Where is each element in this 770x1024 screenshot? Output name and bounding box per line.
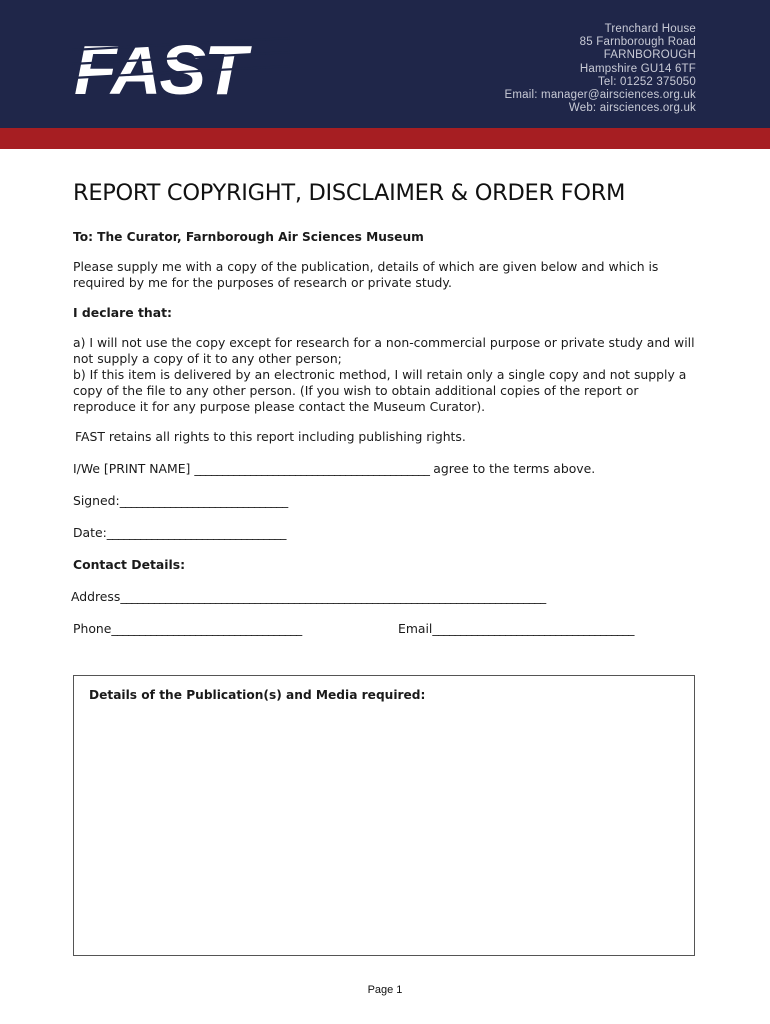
address-line: Trenchard House xyxy=(604,23,696,35)
phone-field[interactable] xyxy=(73,621,302,636)
address-line: Web: airsciences.org.uk xyxy=(568,102,696,115)
print-name-blank[interactable]: __________________________________________ xyxy=(194,461,430,476)
page-title: REPORT COPYRIGHT, DISCLAIMER & ORDER FORM xyxy=(73,180,626,206)
signed-label: Signed: xyxy=(73,493,120,508)
agree-text: agree to the terms above. xyxy=(433,461,596,476)
email-field[interactable] xyxy=(398,621,634,637)
address-line: Tel: 01252 375050 xyxy=(597,75,696,88)
publication-details-box[interactable] xyxy=(73,675,695,956)
phone-email-row xyxy=(73,621,699,637)
contact-heading: Contact Details: xyxy=(73,557,186,572)
address-label: Address xyxy=(71,589,121,604)
signed-field[interactable] xyxy=(73,493,699,509)
fast-logo xyxy=(72,30,290,102)
publication-details-label: Details of the Publication(s) and Media required: xyxy=(89,688,426,702)
recipient-line: To: The Curator, Farnborough Air Sciences Museum xyxy=(73,230,424,244)
form-body xyxy=(73,178,699,637)
intro-paragraph: Please supply me with a copy of the publication, details of which are given below and which is required by me for the purposes of research or private study. xyxy=(73,259,659,290)
address-field[interactable] xyxy=(71,589,699,605)
signed-blank[interactable]: ______________________________ xyxy=(119,493,288,508)
clause-a: a) I will not use the copy except for research for a non-commercial purpose or private study and will not supply a copy of it to any other person; xyxy=(73,335,695,366)
print-name-field[interactable] xyxy=(73,461,699,477)
page-number: Page 1 xyxy=(367,984,403,996)
address-line: Email: manager@airsciences.org.uk xyxy=(504,89,696,102)
phone-blank[interactable]: __________________________________ xyxy=(111,621,302,636)
address-line: FARNBOROUGH xyxy=(603,49,696,62)
email-label: Email xyxy=(398,621,433,636)
declaration-clauses xyxy=(73,335,699,415)
email-blank[interactable]: ____________________________________ xyxy=(432,621,634,636)
address-line: 85 Farnborough Road xyxy=(579,36,696,49)
svg-text:FAST: FAST xyxy=(74,31,245,102)
phone-label: Phone xyxy=(73,621,112,636)
address-blank[interactable]: ____________________________________________________________________________ xyxy=(120,589,546,604)
date-field[interactable] xyxy=(73,525,699,541)
date-blank[interactable]: ________________________________ xyxy=(106,525,286,540)
letterhead-banner xyxy=(0,0,770,128)
rights-statement: FAST retains all rights to this report including publishing rights. xyxy=(75,429,466,444)
clause-b: b) If this item is delivered by an electronic method, I will retain only a single copy and not supply a copy of the file to any other person. (If you wish to obtain additional copies of the report or reproduce it for any purpose please contact the Museum Curator). xyxy=(73,367,687,414)
print-name-label: I/We [PRINT NAME] xyxy=(73,461,191,476)
date-label: Date: xyxy=(73,525,107,540)
header-accent-bar xyxy=(0,128,770,149)
address-line: Hampshire GU14 6TF xyxy=(579,62,696,75)
museum-address xyxy=(505,23,697,115)
declaration-heading: I declare that: xyxy=(73,305,172,320)
